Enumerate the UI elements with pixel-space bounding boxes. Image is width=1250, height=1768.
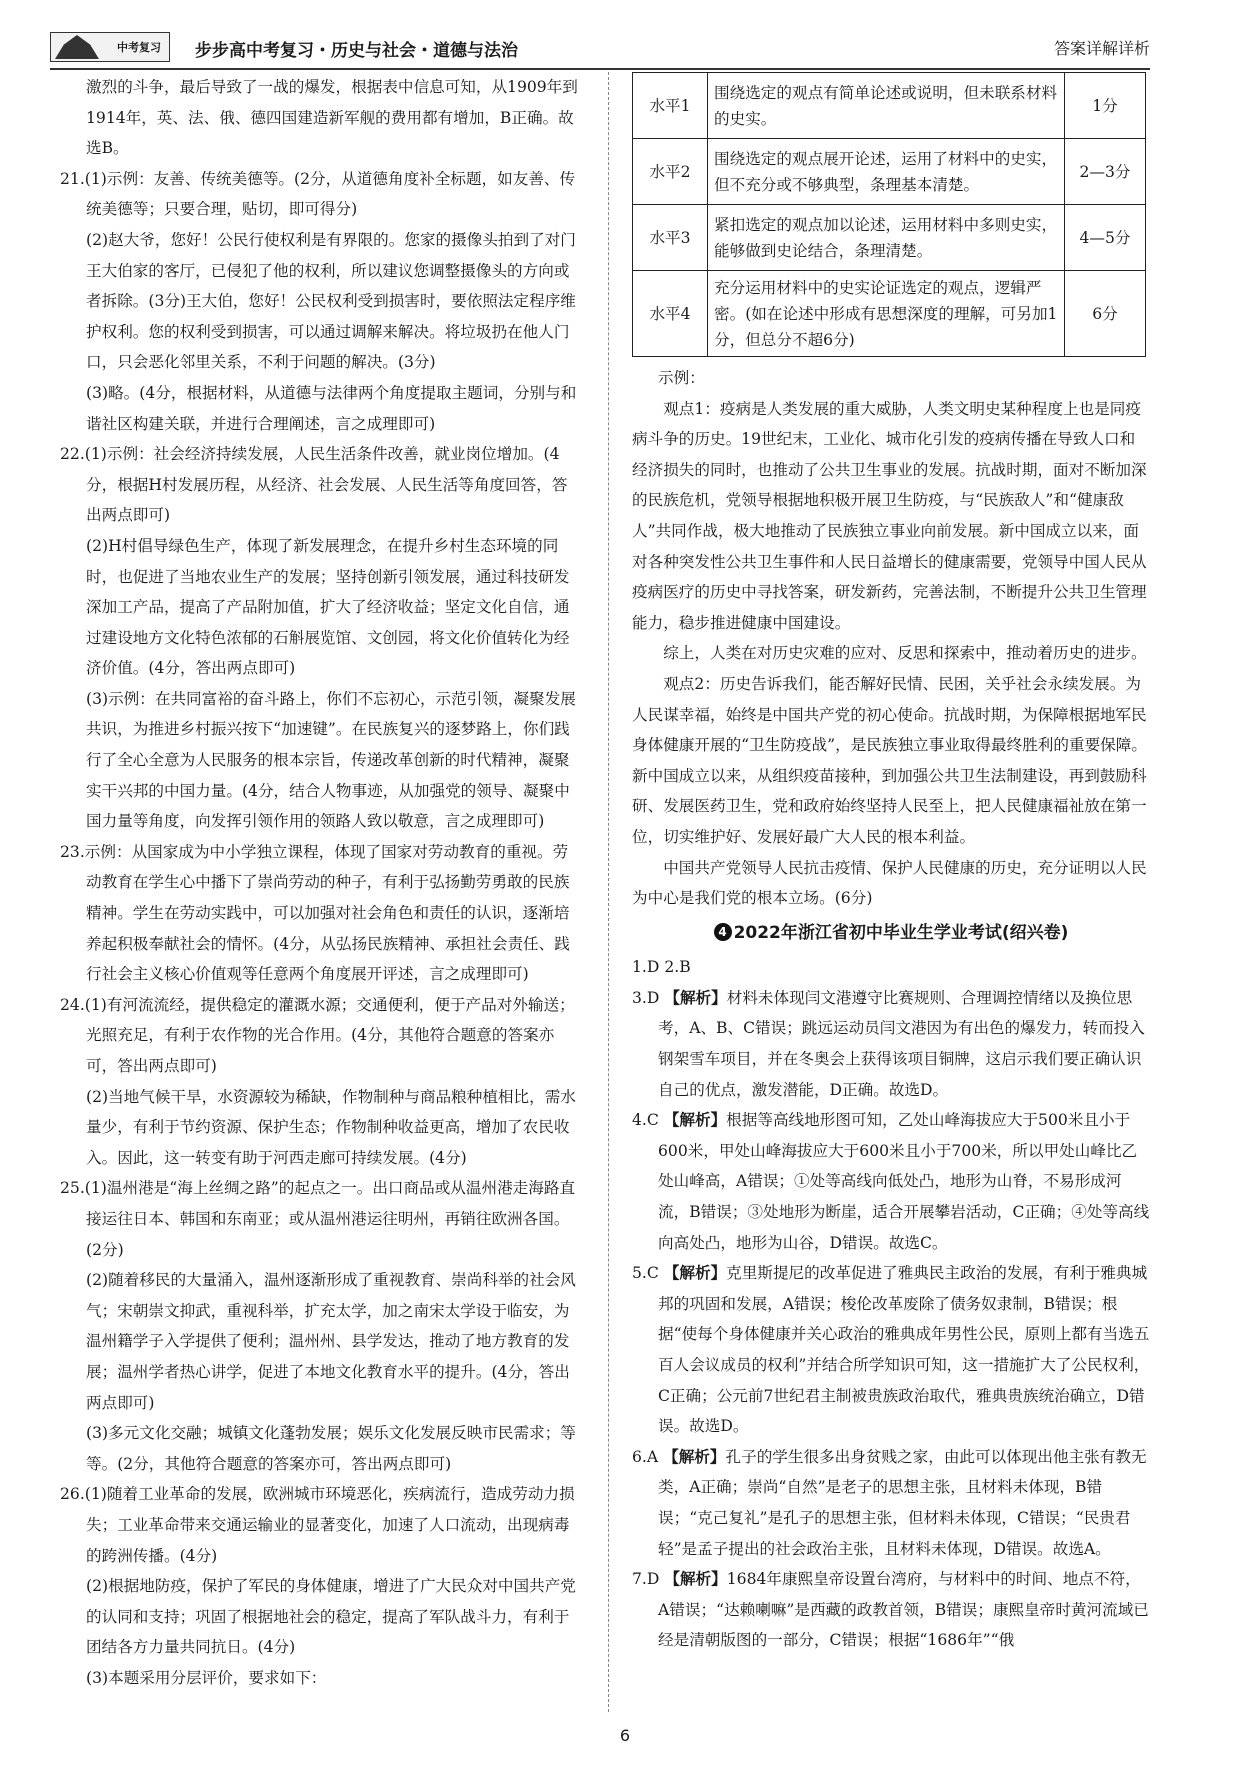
answer-text: (2)根据地防疫，保护了军民的身体健康，增进了广大民众对中国共产党的认同和支持；巩固了根据地社会的稳定，提高了军队战斗力，有利于团结各方力量共同抗日。(4分) xyxy=(86,1577,576,1657)
rubric-score: 1分 xyxy=(1065,73,1146,139)
book-title: 步步高中考复习・历史与社会・道德与法治 xyxy=(195,41,518,61)
question-number: 6.A xyxy=(632,1447,664,1466)
answer-paragraph xyxy=(632,1564,1150,1656)
answer-text: 综上，人类在对历史灾难的应对、反思和探索中，推动着历史的进步。 xyxy=(663,644,1147,663)
example-answers xyxy=(632,363,1150,914)
answer-text: 21.(1)示例：友善、传统美德等。(2分，从道德角度补全标题，如友善、传统美德等；只要合理，贴切，即可得分) xyxy=(60,169,576,219)
rubric-table xyxy=(632,72,1146,357)
rubric-score: 4—5分 xyxy=(1065,205,1146,271)
analysis-tag: 【解析】 xyxy=(663,1264,727,1283)
answer-text: 1.D 2.B xyxy=(632,958,691,977)
rubric-level: 水平4 xyxy=(633,271,708,357)
answer-text: 中国共产党领导人民抗击疫情、保护人民健康的历史，充分证明以人民为中心是我们党的根本立场。(6分) xyxy=(632,858,1147,908)
rubric-description: 充分运用材料中的史实论证选定的观点，逻辑严密。(如在论述中形成有思想深度的理解，可另加1分，但总分不超6分) xyxy=(708,271,1065,357)
answer-paragraph xyxy=(60,1265,578,1418)
analysis-tag: 【解析】 xyxy=(663,1111,727,1130)
rubric-description: 紧扣选定的观点加以论述，运用材料中多则史实，能够做到史论结合，条理清楚。 xyxy=(708,205,1065,271)
question-number: 7.D xyxy=(632,1570,665,1589)
column-divider xyxy=(608,72,609,1712)
question-number: 3.D xyxy=(632,988,665,1007)
answer-text: (3)本题采用分层评价，要求如下： xyxy=(86,1668,327,1687)
answer-text: 22.(1)示例：社会经济持续发展，人民生活条件改善，就业岗位增加。(4分，根据H村发展历程，从经济、社会发展、人民生活等角度回答，答出两点即可) xyxy=(60,445,568,525)
answer-paragraph xyxy=(60,1479,578,1571)
page-number: 6 xyxy=(619,1726,631,1745)
answer-key-list xyxy=(632,952,1150,1656)
answer-paragraph xyxy=(60,1663,578,1694)
rubric-row xyxy=(633,139,1146,205)
rubric-score: 6分 xyxy=(1065,271,1146,357)
answer-paragraph xyxy=(60,1418,578,1479)
analysis-tag: 【解析】 xyxy=(664,988,727,1007)
answer-text: 25.(1)温州港是“海上丝绸之路”的起点之一。出口商品或从温州港走海路直接运往日本、韩国和东南亚；或从温州港运往明州，再销往欧洲各国。(2分) xyxy=(60,1179,576,1259)
rubric-score: 2—3分 xyxy=(1065,139,1146,205)
answer-paragraph xyxy=(60,72,578,164)
section-number-badge: 4 xyxy=(714,923,732,941)
pagoda-icon xyxy=(55,35,99,59)
analysis-tag: 【解析】 xyxy=(664,1570,727,1589)
answer-text: 根据等高线地形图可知，乙处山峰海拔应大于500米且小于600米，甲处山峰海拔应大于600米且小于700米，所以甲处山峰比乙处山峰高，A错误；①处等高线向低处凸，地形为山脊，不易形成河流，B错误；③处地形为断崖，适合开展攀岩活动，C正确；④处等高线向高处凸，地形为山谷，D错误。故选C。 xyxy=(658,1111,1150,1252)
answer-paragraph xyxy=(632,1442,1150,1564)
answer-paragraph xyxy=(60,531,578,684)
page-header xyxy=(50,28,1150,70)
answer-text: (2)随着移民的大量涌入，温州逐渐形成了重视教育、崇尚科举的社会风气；宋朝崇文抑武，重视科举，扩充太学，加之南宋太学设于临安，为温州籍学子入学提供了便利；温州州、县学发达，推动了地方教育的发展；温州学者热心讲学，促进了本地文化教育水平的提升。(4分，答出两点即可) xyxy=(86,1271,576,1412)
section-label: 答案详解详析 xyxy=(1053,39,1150,58)
answer-paragraph xyxy=(60,684,578,837)
answer-text: (2)赵大爷，您好！公民行使权利是有界限的。您家的摄像头拍到了对门王大伯家的客厅，已侵犯了他的权利，所以建议您调整摄像头的方向或者拆除。(3分)王大伯，您好！公民权利受到损害时，要依照法定程序维护权利。您的权利受到损害，可以通过调解来解决。将垃圾扔在他人门口，只会恶化邻里关系，不利于问题的解决。(3分) xyxy=(86,230,576,372)
answer-paragraph xyxy=(632,1105,1150,1258)
answer-text: 材料未体现闫文港遵守比赛规则、合理调控情绪以及换位思考，A、B、C错误；跳远运动员闫文港因为有出色的爆发力，转而投入钢架雪车项目，并在冬奥会上获得该项目铜牌，这启示我们要正确认识自己的优点，激发潜能，D正确。故选D。 xyxy=(658,988,1145,1099)
answer-paragraph xyxy=(60,837,578,990)
answer-text: 1684年康熙皇帝设置台湾府，与材料中的时间、地点不符，A错误；“达赖喇嘛”是西藏的政教首领，B错误；康熙皇帝时黄河流域已经是清朝版图的一部分，C错误；根据“1686年”“俄 xyxy=(658,1570,1149,1650)
rubric-description: 围绕选定的观点展开论述，运用了材料中的史实，但不充分或不够典型，条理基本清楚。 xyxy=(708,139,1065,205)
answer-text: 观点1：疫病是人类发展的重大威胁，人类文明史某种程度上也是同疫病斗争的历史。19世纪末，工业化、城市化引发的疫病传播在导致人口和经济损失的同时，也推动了公共卫生事业的发展。抗战时期，面对不断加深的民族危机，党领导根据地积极开展卫生防疫，与“民族敌人”和“健康敌人”共同作战，极大地推动了民族独立事业向前发展。新中国成立以来，面对各种突发性公共卫生事件和人民日益增长的健康需要，党领导中国人民从疫病医疗的历史中寻找答案，研发新药，完善法制，不断提升公共卫生管理能力，稳步推进健康中国建设。 xyxy=(632,399,1147,632)
answer-text: (3)多元文化交融；城镇文化蓬勃发展；娱乐文化发展反映市民需求；等等。(2分，其他符合题意的答案亦可，答出两点即可) xyxy=(86,1424,576,1473)
answer-paragraph xyxy=(632,952,1150,983)
answer-text: 示例： xyxy=(658,369,705,387)
answer-paragraph xyxy=(60,378,578,439)
rubric-level: 水平3 xyxy=(633,205,708,271)
answer-text: 24.(1)有河流流经，提供稳定的灌溉水源；交通便利，便于产品对外输送；光照充足，有利于农作物的光合作用。(4分，其他符合题意的答案亦可，答出两点即可) xyxy=(60,995,575,1075)
answer-text: 激烈的斗争，最后导致了一战的爆发，根据表中信息可知，从1909年到1914年，英、法、俄、德四国建造新军舰的费用都有增加，B正确。故选B。 xyxy=(86,78,578,158)
answer-paragraph xyxy=(632,669,1150,853)
question-number: 4.C xyxy=(632,1111,664,1130)
answer-text: 观点2：历史告诉我们，能否解好民情、民困，关乎社会永续发展。为人民谋幸福，始终是中国共产党的初心使命。抗战时期，为保障根据地军民身体健康开展的“卫生防疫战”，是民族独立事业取得最终胜利的重要保障。新中国成立以来，从组织疫苗接种，到加强公共卫生法制建设，再到鼓励科研、发展医药卫生，党和政府始终坚持人民至上，把人民健康福祉放在第一位，切实维护好、发展好最广大人民的根本利益。 xyxy=(632,674,1147,846)
left-column xyxy=(60,72,578,1693)
answer-paragraph xyxy=(632,853,1150,914)
answer-paragraph xyxy=(60,1173,578,1265)
answer-paragraph xyxy=(632,394,1150,639)
answer-text: (2)当地气候干旱，水资源较为稀缺，作物制种与商品粮种植相比，需水量少，有利于节约资源、保护生态；作物制种收益更高，增加了农民收入。因此，这一转变有助于河西走廊可持续发展。(4分) xyxy=(86,1087,576,1167)
rubric-row xyxy=(633,271,1146,357)
answer-paragraph xyxy=(60,164,578,225)
question-number: 5.C xyxy=(632,1264,664,1283)
answer-paragraph xyxy=(60,990,578,1082)
answer-paragraph xyxy=(60,1571,578,1663)
answer-paragraph xyxy=(60,225,578,378)
right-column xyxy=(632,72,1150,1656)
answer-text: (2)H村倡导绿色生产，体现了新发展理念，在提升乡村生态环境的同时，也促进了当地农业生产的发展；坚持创新引领发展，通过科技研发深加工产品，提高了产品附加值，扩大了经济收益；坚定文化自信，通过建设地方文化特色浓郁的石斛展览馆、文创园，将文化价值转化为经济价值。(4分，答出两点即可) xyxy=(86,536,570,678)
section-title-text: 2022年浙江省初中毕业生学业考试(绍兴卷) xyxy=(733,922,1069,943)
logo-label: 中考复习 xyxy=(117,41,161,54)
answer-paragraph xyxy=(632,1258,1150,1442)
answer-text: 克里斯提尼的改革促进了雅典民主政治的发展，有利于雅典城邦的巩固和发展，A错误；梭伦改革废除了债务奴隶制，B错误；根据“使每个身体健康并关心政治的雅典成年男性公民，原则上都有当选五百人会议成员的权利”并结合所学知识可知，这一措施扩大了公民权利，C正确；公元前7世纪君主制被贵族政治取代，雅典贵族统治确立，D错误。故选D。 xyxy=(658,1264,1150,1436)
answer-paragraph xyxy=(632,983,1150,1105)
answer-text: 23.示例：从国家成为中小学独立课程，体现了国家对劳动教育的重视。劳动教育在学生心中播下了崇尚劳动的种子，有利于弘扬勤劳勇敢的民族精神。学生在劳动实践中，可以加强对社会角色和责任的认识，逐渐培养起积极奉献社会的情怀。(4分，从弘扬民族精神、承担社会责任、践行社会主义核心价值观等任意两个角度展开评述，言之成理即可) xyxy=(60,842,570,984)
rubric-row xyxy=(633,73,1146,139)
rubric-description: 围绕选定的观点有简单论述或说明，但未联系材料的史实。 xyxy=(708,73,1065,139)
answer-text: 孔子的学生很多出身贫贱之家，由此可以体现出他主张有教无类，A正确；崇尚“自然”是老子的思想主张，且材料未体现，B错误；“克己复礼”是孔子的思想主张，但材料未体现，C错误；“民贵君轻”是孟子提出的社会政治主张，且材料未体现，D错误。故选A。 xyxy=(658,1447,1147,1558)
answer-text: 26.(1)随着工业革命的发展，欧洲城市环境恶化，疾病流行，造成劳动力损失；工业革命带来交通运输业的显著变化，加速了人口流动，出现病毒的跨洲传播。(4分) xyxy=(60,1485,575,1565)
answer-text: (3)略。(4分，根据材料，从道德与法律两个角度提取主题词，分别与和谐社区构建关联，并进行合理阐述，言之成理即可) xyxy=(86,383,577,433)
answer-text: (3)示例：在共同富裕的奋斗路上，你们不忘初心，示范引领，凝聚发展共识，为推进乡村振兴按下“加速键”。在民族复兴的逐梦路上，你们践行了全心全意为人民服务的根本宗旨，传递改革创新的时代精神，凝聚实干兴邦的中国力量。(4分，结合人物事迹，从加强党的领导、凝聚中国力量等角度，向发挥引领作用的领路人致以敬意，言之成理即可) xyxy=(86,689,576,831)
analysis-tag: 【解析】 xyxy=(663,1447,726,1466)
rubric-row xyxy=(633,205,1146,271)
answer-paragraph xyxy=(60,1082,578,1174)
exam-section-title xyxy=(632,918,1150,949)
answer-paragraph xyxy=(632,638,1150,669)
rubric-level: 水平1 xyxy=(633,73,708,139)
answer-paragraph xyxy=(60,439,578,531)
rubric-level: 水平2 xyxy=(633,139,708,205)
answer-paragraph xyxy=(632,363,1150,394)
publisher-logo xyxy=(50,32,170,62)
